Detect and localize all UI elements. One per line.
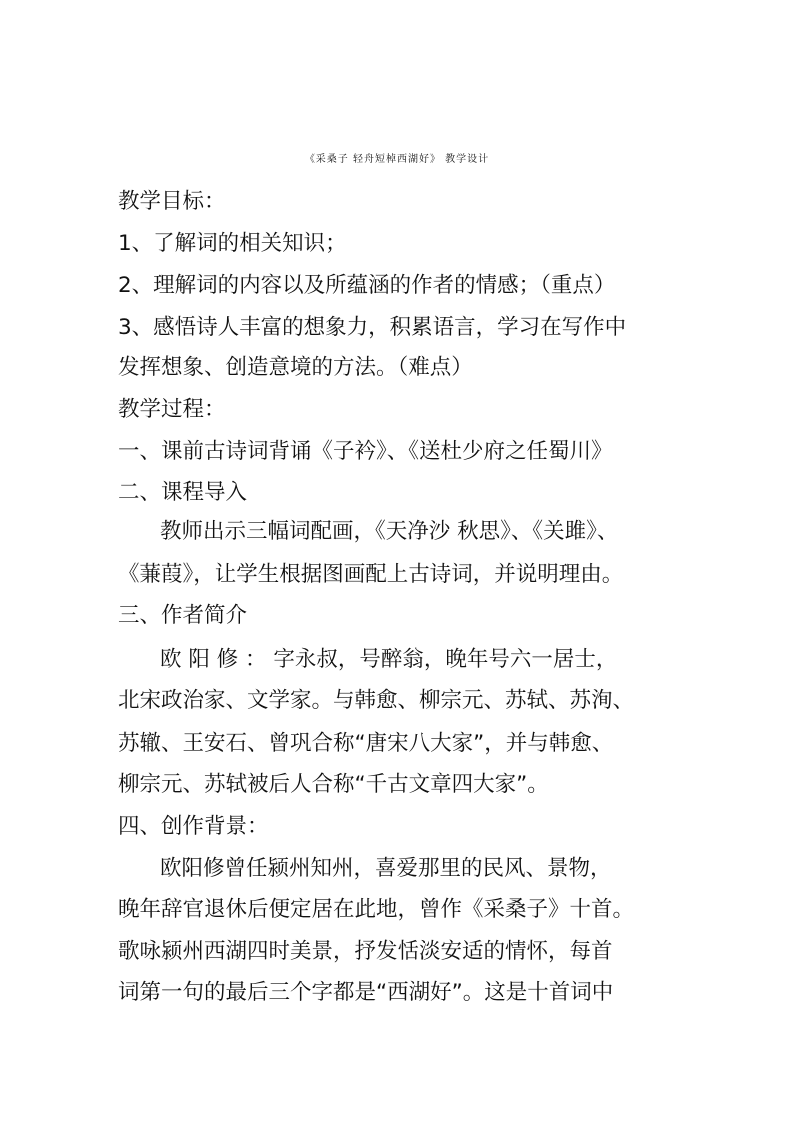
heading-teaching-goals: 教学目标：	[118, 189, 226, 214]
paragraph-line: 教师出示三幅词配画，《天净沙 秋思》、《关雎》、	[160, 519, 619, 544]
heading-teaching-process: 教学过程：	[118, 397, 226, 422]
section-one-heading: 一、课前古诗词背诵《子衿》、《送杜少府之任蜀川》	[118, 439, 613, 464]
paragraph-line: 晚年辞官退休后便定居在此地，曾作《采桑子》十首。	[118, 897, 635, 922]
paragraph-line: 欧阳修曾任颍州知州，喜爱那里的民风、景物，	[160, 856, 612, 881]
paragraph-line: 苏辙、王安石、曾巩合称“唐宋八大家”，并与韩愈、	[118, 731, 614, 756]
goal-item-3: 3、感悟诗人丰富的想象力，积累语言，学习在写作中	[118, 315, 627, 340]
paragraph-line: 《蒹葭》，让学生根据图画配上古诗词，并说明理由。	[118, 562, 624, 587]
paragraph-line: 北宋政治家、文学家。与韩愈、柳宗元、苏轼、苏洵、	[118, 688, 635, 713]
goal-item-1: 1、了解词的相关知识；	[118, 231, 347, 256]
goal-item-2: 2、理解词的内容以及所蕴涵的作者的情感；（重点）	[118, 273, 616, 298]
document-title: 《采桑子 轻舟短棹西湖好》 教学设计	[304, 154, 490, 165]
paragraph-line: 柳宗元、苏轼被后人合称“千古文章四大家”。	[118, 772, 549, 797]
section-two-heading: 二、课程导入	[118, 480, 248, 505]
goal-item-3-continued: 发挥想象、创造意境的方法。（难点）	[118, 355, 473, 380]
paragraph-line: 词第一句的最后三个字都是“西湖好”。这是十首词中	[118, 980, 614, 1005]
paragraph-line: 欧 阳 修 ： 字永叔，号醉翁，晚年号六一居士，	[160, 647, 618, 672]
paragraph-line: 歌咏颍州西湖四时美景，抒发恬淡安适的情怀，每首	[118, 939, 613, 964]
section-four-heading: 四、创作背景：	[118, 814, 269, 839]
section-three-heading: 三、作者简介	[118, 603, 248, 628]
